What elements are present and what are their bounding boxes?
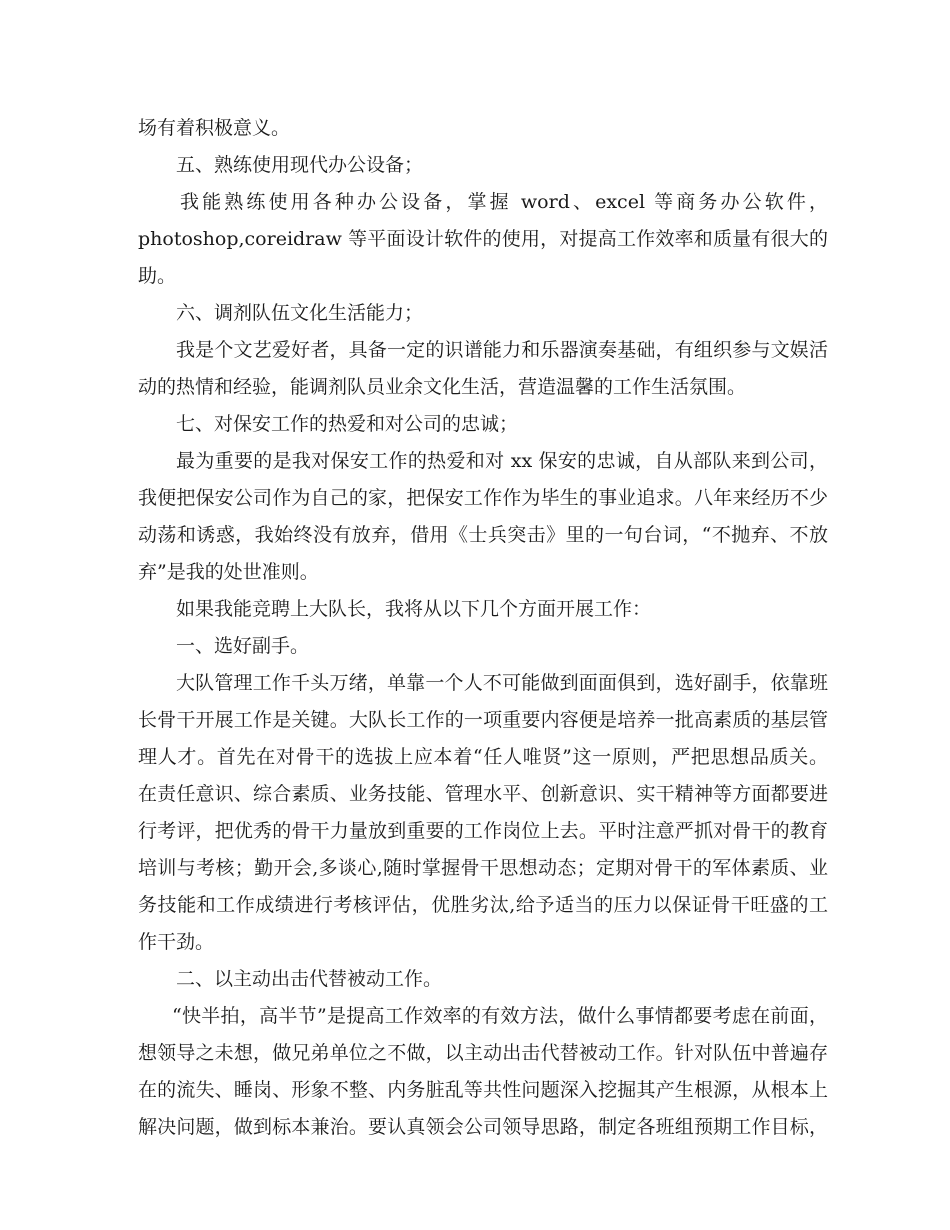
- text-line: 如果我能竞聘上大队长，我将从以下几个方面开展工作：: [176, 598, 652, 620]
- text-line: 大队管理工作千头万绪，单靠一个人不可能做到面面俱到，选好副手，依靠班: [176, 672, 828, 694]
- text-line: 弃”是我的处世准则。: [138, 561, 319, 583]
- text-line: 务技能和工作成绩进行考核评估，优胜劣汰,给予适当的压力以保证骨干旺盛的工: [138, 894, 828, 916]
- text-line: 在责任意识、综合素质、业务技能、管理水平、创新意识、实干精神等方面都要进: [138, 783, 828, 805]
- text-line: 想领导之未想，做兄弟单位之不做，以主动出击代替被动工作。针对队伍中普遍存: [138, 1042, 828, 1064]
- text-line: 动的热情和经验，能调剂队员业余文化生活，营造温馨的工作生活氛围。: [138, 376, 747, 398]
- text-line: 我能熟练使用各种办公设备，掌握 word、excel 等商务办公软件，: [180, 191, 828, 213]
- text-line: “快半拍，高半节”是提高工作效率的有效方法，做什么事情都要考虑在前面，: [172, 1005, 828, 1027]
- text-line: 最为重要的是我对保安工作的热爱和对 xx 保安的忠诚，自从部队来到公司，: [176, 450, 828, 472]
- text-line: 长骨干开展工作是关键。大队长工作的一项重要内容便是培养一批高素质的基层管: [138, 709, 828, 731]
- text-line: 动荡和诱惑，我始终没有放弃，借用《士兵突击》里的一句台词，“不抛弃、不放: [138, 524, 828, 546]
- section-heading: 二、以主动出击代替被动工作。: [176, 968, 443, 990]
- text-line: 我便把保安公司作为自己的家，把保安工作作为毕生的事业追求。八年来经历不少: [138, 487, 828, 509]
- text-line: photoshop,coreidraw 等平面设计软件的使用，对提高工作效率和质量有很大的: [138, 228, 828, 250]
- section-heading: 五、熟练使用现代办公设备；: [176, 154, 424, 176]
- text-line: 解决问题，做到标本兼治。要认真领会公司领导思路，制定各班组预期工作目标，: [138, 1116, 828, 1138]
- text-line: 我是个文艺爱好者，具备一定的识谱能力和乐器演奏基础，有组织参与文娱活: [176, 339, 828, 361]
- text-line: 在的流失、睡岗、形象不整、内务脏乱等共性问题深入挖掘其产生根源，从根本上: [138, 1079, 828, 1101]
- text-line: 行考评，把优秀的骨干力量放到重要的工作岗位上去。平时注意严抓对骨干的教育: [138, 820, 828, 842]
- text-line: 培训与考核；勤开会,多谈心,随时掌握骨干思想动态；定期对骨干的军体素质、业: [138, 857, 828, 879]
- text-line: 助。: [138, 265, 177, 287]
- text-line: 场有着积极意义。: [138, 117, 291, 139]
- section-heading: 六、调剂队伍文化生活能力；: [176, 302, 424, 324]
- section-heading: 七、对保安工作的热爱和对公司的忠诚；: [176, 413, 519, 435]
- text-line: 理人才。首先在对骨干的选拔上应本着“任人唯贤”这一原则，严把思想品质关。: [138, 746, 828, 768]
- section-heading: 一、选好副手。: [176, 635, 310, 657]
- text-line: 作干劲。: [138, 931, 215, 953]
